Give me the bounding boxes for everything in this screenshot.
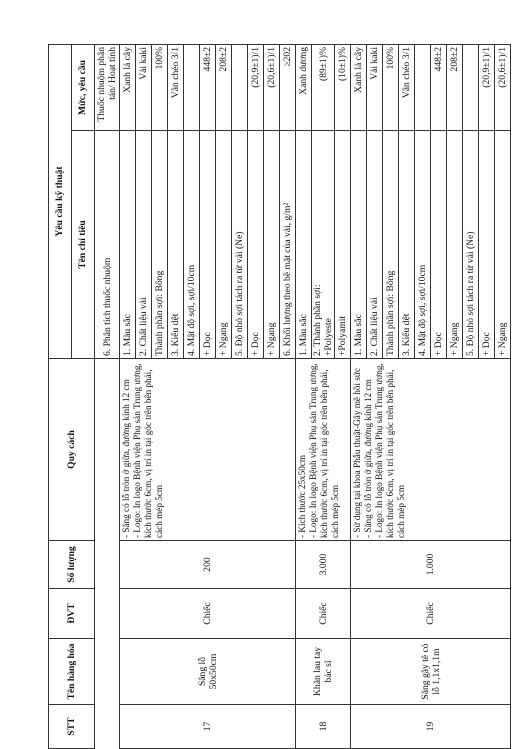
- criteria-cell: + Dọc: [479, 131, 495, 359]
- stt-cell: 18: [296, 705, 351, 749]
- header-name: Tên hàng hóa: [49, 639, 95, 705]
- header-criteria: Tên chỉ tiêu: [72, 131, 95, 359]
- level-cell: (20,9±1)/1: [479, 45, 495, 131]
- criteria-cell: + Ngang: [216, 131, 232, 359]
- level-cell: 208±2: [216, 45, 232, 131]
- level-cell: (20,6±1)/1: [495, 45, 511, 131]
- level-cell: [184, 45, 200, 131]
- criteria-cell: 6. Phân tích thuốc nhuộm: [95, 131, 120, 359]
- level-cell: (89±1)%: [312, 45, 335, 131]
- level-cell: 448±2: [200, 45, 216, 131]
- header-row: [49, 45, 72, 749]
- criteria-cell: + Ngang: [264, 131, 280, 359]
- table-row: [95, 45, 120, 749]
- criteria-cell: 5. Độ nhỏ sợi tách ra từ vải (Ne): [232, 131, 248, 359]
- technical-spec-table: [48, 44, 511, 749]
- level-cell: [463, 45, 479, 131]
- table-body: [95, 45, 511, 749]
- level-cell: 100%: [152, 45, 168, 131]
- criteria-cell: + Dọc: [248, 131, 264, 359]
- criteria-cell: + Dọc: [431, 131, 447, 359]
- quantity-cell: 1.000: [351, 541, 511, 589]
- level-cell: (20,6±1)/1: [264, 45, 280, 131]
- level-cell: ≥202: [280, 45, 296, 131]
- item-name-cell: Săng gây tê có lỗ 1,1x1,1m: [351, 639, 511, 705]
- item-name-cell: Khăn lau tay bác sĩ: [296, 639, 351, 705]
- level-cell: [232, 45, 248, 131]
- level-cell: (20,9±1)/1: [248, 45, 264, 131]
- quantity-cell: 3.000: [296, 541, 351, 589]
- criteria-cell: 4. Mật độ sợi, sợi/10cm: [415, 131, 431, 359]
- unit-cell: Chiếc: [296, 589, 351, 639]
- level-cell: 208±2: [447, 45, 463, 131]
- level-cell: Vân chéo 3/1: [168, 45, 184, 131]
- unit-cell: Chiếc: [351, 589, 511, 639]
- criteria-cell: 2. Chất liệu vải: [367, 131, 383, 359]
- criteria-cell: Thành phần sợi: Bông: [152, 131, 168, 359]
- criteria-cell: 3. Kiểu dệt: [399, 131, 415, 359]
- criteria-cell: 6. Khối lượng theo bề mặt của vải, g/m²: [280, 131, 296, 359]
- level-cell: Xanh dương: [296, 45, 312, 131]
- criteria-cell: 1. Màu sắc: [296, 131, 312, 359]
- level-cell: [415, 45, 431, 131]
- criteria-cell: + Ngang: [447, 131, 463, 359]
- stt-cell: 19: [351, 705, 511, 749]
- criteria-cell: 2. Chất liệu vải: [136, 131, 152, 359]
- spec-cell: - Sử dụng tại khoa Phẫu thuật-Gây mê hồi sức - Săng có lỗ tròn ở giữa, đường kính 12 cm - Logo: In logo Bệnh viện Phụ sản Trung ương, kích thước 6cm, vị trí in tại góc trên bên phải, cách mép 5cm: [351, 359, 511, 541]
- continued-item-cell: [95, 359, 120, 749]
- header-unit: ĐVT: [49, 589, 95, 639]
- table-row: [351, 45, 367, 749]
- stt-cell: 17: [120, 705, 296, 749]
- level-cell: Vải kaki: [367, 45, 383, 131]
- level-cell: 448±2: [431, 45, 447, 131]
- criteria-cell: 3. Kiểu dệt: [168, 131, 184, 359]
- criteria-cell: +Polyamit: [335, 131, 351, 359]
- spec-cell: - Kích thước 25x50cm - Logo: In logo Bệnh viện Phụ sản Trung ương, kích thước 6cm, vị trí in tại góc trên bên phải, cách mép 5cm: [296, 359, 351, 541]
- header-level: Mức, yêu cầu: [72, 45, 95, 131]
- quantity-cell: 200: [120, 541, 296, 589]
- level-cell: 100%: [383, 45, 399, 131]
- table-row: [120, 45, 136, 749]
- unit-cell: Chiếc: [120, 589, 296, 639]
- criteria-cell: Thành phần sợi: Bông: [383, 131, 399, 359]
- criteria-cell: 4. Mật độ sợi, sợi/10cm: [184, 131, 200, 359]
- criteria-cell: 5. Độ nhỏ sợi tách ra từ vải (Ne): [463, 131, 479, 359]
- level-cell: Vân chéo 3/1: [399, 45, 415, 131]
- item-name-cell: Săng lỗ 50x50cm: [120, 639, 296, 705]
- header-qty: Số lượng: [49, 541, 95, 589]
- level-cell: (10±1)%: [335, 45, 351, 131]
- header-spec: Quy cách: [49, 359, 95, 541]
- criteria-cell: 1. Màu sắc: [351, 131, 367, 359]
- header-stt: STT: [49, 705, 95, 749]
- level-cell: Thuốc nhuộm phân tán/ Hoạt tính: [95, 45, 120, 131]
- criteria-cell: 2. Thành phần sợi: +Polyeste: [312, 131, 335, 359]
- criteria-cell: + Dọc: [200, 131, 216, 359]
- level-cell: Xanh lá cây: [120, 45, 136, 131]
- level-cell: Xanh lá cây: [351, 45, 367, 131]
- level-cell: Vải kaki: [136, 45, 152, 131]
- criteria-cell: + Ngang: [495, 131, 511, 359]
- table-row: [296, 45, 312, 749]
- spec-cell: - Săng có lỗ tròn ở giữa, đường kính 12 cm - Logo: In logo Bệnh viện Phụ sản Trung ương, kích thước 6cm, vị trí in tại góc trên bên phải, cách mép 5cm: [120, 359, 296, 541]
- header-requirements: Yêu cầu kỹ thuật: [49, 45, 72, 359]
- criteria-cell: 1. Màu sắc: [120, 131, 136, 359]
